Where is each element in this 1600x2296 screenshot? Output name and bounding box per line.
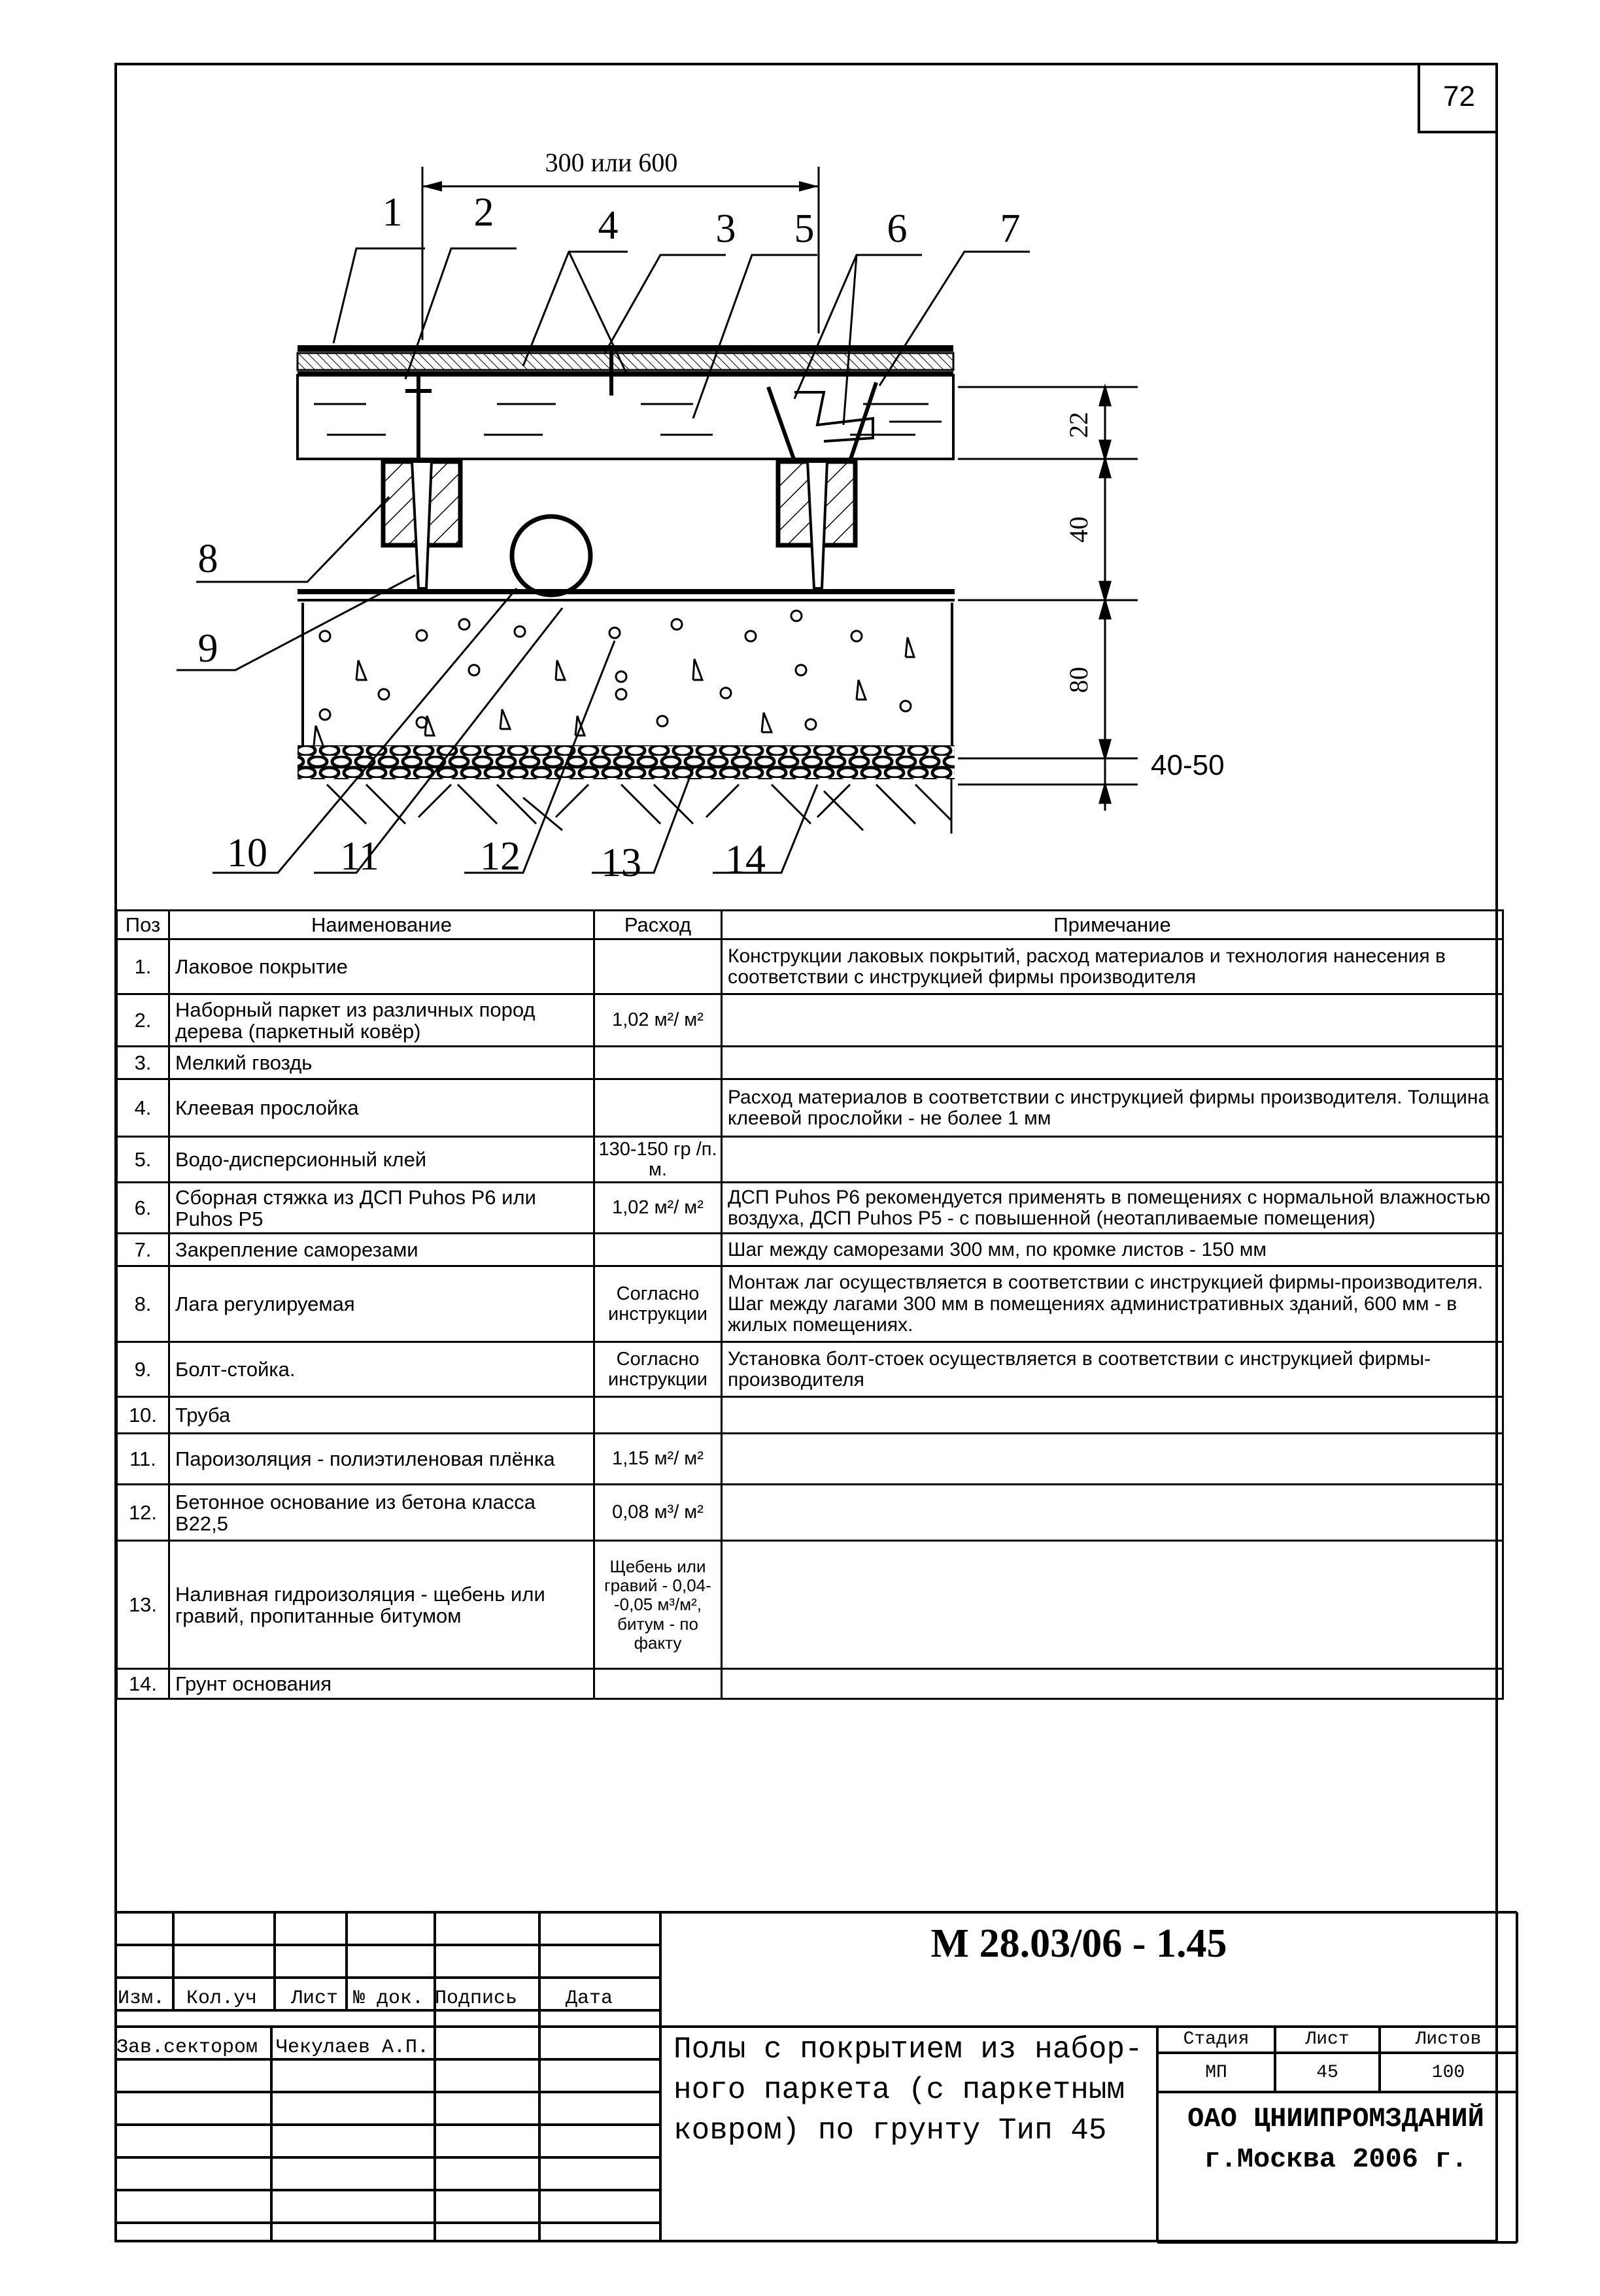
row-name: Наборный паркет из различных пород дерева (паркетный ковёр): [169, 994, 594, 1047]
row-name: Лага регулируемая: [169, 1266, 594, 1342]
table-row: [117, 1541, 1503, 1669]
row-name: Мелкий гвоздь: [169, 1047, 594, 1079]
row-note: [722, 1669, 1503, 1699]
table-row: [117, 1047, 1503, 1079]
row-rate: [594, 1047, 722, 1079]
row-name: Труба: [169, 1397, 594, 1434]
floor-section-diagram: [0, 0, 1600, 909]
row-pos: 13.: [117, 1541, 169, 1669]
row-pos: 4.: [117, 1079, 169, 1137]
stage-value: МП: [1205, 2063, 1227, 2083]
row-note: Конструкции лаковых покрытий, расход материалов и технология нанесения в соответствии с инструкцией фирмы производителя: [722, 939, 1503, 994]
stage-label: Стадия: [1183, 2029, 1250, 2050]
row-note: [722, 1434, 1503, 1485]
page-number: 72: [1418, 63, 1498, 133]
dimension-span: [422, 148, 819, 340]
row-name: Закрепление саморезами: [169, 1234, 594, 1266]
sheets-label: Листов: [1415, 2029, 1482, 2050]
row-note: Установка болт-стоек осуществляется в соответствии с инструкцией фирмы-производителя: [722, 1342, 1503, 1397]
row-name: Наливная гидроизоляция - щебень или гравий, пропитанные битумом: [169, 1541, 594, 1669]
row-rate: 1,02 м²/ м²: [594, 994, 722, 1047]
callout-10: 10: [227, 831, 267, 875]
row-name: Болт-стойка.: [169, 1342, 594, 1397]
callout-3: 3: [715, 207, 736, 251]
row-name: Водо-дисперсионный клей: [169, 1137, 594, 1183]
row-rate: [594, 939, 722, 994]
row-name: Лаковое покрытие: [169, 939, 594, 994]
dim-40-label: 40: [1064, 516, 1093, 543]
table-row: [117, 1266, 1503, 1342]
callout-7: 7: [1000, 207, 1021, 251]
row-pos: 2.: [117, 994, 169, 1047]
row-note: [722, 1397, 1503, 1434]
person-name: Чекулаев А.П.: [276, 2036, 430, 2059]
row-note: [722, 1137, 1503, 1183]
title-line-3: ковром) по грунту Тип 45: [673, 2114, 1107, 2148]
row-rate: 130-150 гр /п. м.: [594, 1137, 722, 1183]
col-list-label: Лист: [291, 1987, 339, 2010]
table-row: [117, 994, 1503, 1047]
row-rate: Согласно инструкции: [594, 1266, 722, 1342]
table-row: [117, 1137, 1503, 1183]
document-number: М 28.03/06 - 1.45: [930, 1921, 1227, 1966]
floor-layers: [298, 345, 955, 834]
row-note: [722, 1485, 1503, 1541]
table-row: [117, 1234, 1503, 1266]
row-note: [722, 994, 1503, 1047]
callout-4: 4: [598, 203, 619, 248]
row-note: Монтаж лаг осуществляется в соответствии с инструкцией фирмы-производителя. Шаг между лагами 300 мм в помещениях административных зданий, 600 мм - в жилых помещениях.: [722, 1266, 1503, 1342]
col-header-rate: Расход: [594, 911, 722, 939]
callout-5: 5: [794, 207, 815, 251]
table-row: [117, 1434, 1503, 1485]
row-pos: 11.: [117, 1434, 169, 1485]
row-note: Расход материалов в соответствии с инструкцией фирмы производителя. Толщина клеевой прослойки - не более 1 мм: [722, 1079, 1503, 1137]
sheet-value: 45: [1316, 2063, 1338, 2083]
callout-6: 6: [887, 207, 908, 251]
row-pos: 8.: [117, 1266, 169, 1342]
table-row: [117, 1669, 1503, 1699]
specification-table: [116, 909, 1504, 1700]
col-date-label: Дата: [566, 1987, 613, 2010]
row-name: Бетонное основание из бетона класса В22,5: [169, 1485, 594, 1541]
table-row: [117, 1485, 1503, 1541]
callout-2: 2: [473, 190, 494, 235]
row-pos: 3.: [117, 1047, 169, 1079]
row-name: Клеевая прослойка: [169, 1079, 594, 1137]
row-note: [722, 1541, 1503, 1669]
row-pos: 12.: [117, 1485, 169, 1541]
col-izm-label: Изм.: [118, 1987, 165, 2010]
row-pos: 14.: [117, 1669, 169, 1699]
row-rate: [594, 1234, 722, 1266]
row-note: Шаг между саморезами 300 мм, по кромке листов - 150 мм: [722, 1234, 1503, 1266]
vertical-dimensions: [958, 387, 1138, 811]
row-rate: 1,15 м²/ м²: [594, 1434, 722, 1485]
col-doc-label: № док.: [353, 1987, 424, 2010]
row-note: [722, 1047, 1503, 1079]
table-row: [117, 1183, 1503, 1234]
dim-22-label: 22: [1064, 412, 1093, 438]
row-rate: 1,02 м²/ м²: [594, 1183, 722, 1234]
col-sign-label: Подпись: [435, 1987, 518, 2010]
callout-12: 12: [480, 834, 520, 879]
sheets-value: 100: [1431, 2063, 1465, 2083]
row-rate: [594, 1669, 722, 1699]
org-line-1: ОАО ЦНИИПРОМЗДАНИЙ: [1187, 2103, 1484, 2135]
callout-9: 9: [197, 626, 218, 671]
table-row: [117, 1342, 1503, 1397]
row-name: Сборная стяжка из ДСП Puhos P6 или Puhos P5: [169, 1183, 594, 1234]
row-note: ДСП Puhos P6 рекомендуется применять в помещениях с нормальной влажностью воздуха, ДСП Puhos P5 - с повышенной (неотапливаемые помещения): [722, 1183, 1503, 1234]
row-name: Пароизоляция - полиэтиленовая плёнка: [169, 1434, 594, 1485]
row-pos: 10.: [117, 1397, 169, 1434]
row-pos: 7.: [117, 1234, 169, 1266]
callout-11: 11: [340, 834, 379, 879]
row-pos: 5.: [117, 1137, 169, 1183]
col-kol-label: Кол.уч: [186, 1987, 258, 2010]
table-row: [117, 1397, 1503, 1434]
row-name: Грунт основания: [169, 1669, 594, 1699]
dim-40-50-label: 40-50: [1151, 749, 1225, 781]
callout-13: 13: [601, 841, 641, 885]
organization: [1157, 2099, 1514, 2180]
title-line-1: Полы с покрытием из набор-: [673, 2033, 1143, 2067]
sheet-label: Лист: [1305, 2029, 1350, 2050]
callout-8: 8: [197, 537, 218, 581]
table-row: [117, 1079, 1503, 1137]
callout-14: 14: [725, 837, 766, 882]
row-rate: Щебень или гравий - 0,04--0,05 м³/м², битум - по факту: [594, 1541, 722, 1669]
col-header-pos: Поз: [117, 911, 169, 939]
row-rate: [594, 1079, 722, 1137]
row-pos: 9.: [117, 1342, 169, 1397]
col-header-note: Примечание: [722, 911, 1503, 939]
row-pos: 6.: [117, 1183, 169, 1234]
role-label: Зав.сектором: [116, 2036, 258, 2059]
table-row: [117, 939, 1503, 994]
callout-1: 1: [382, 190, 403, 235]
title-line-2: ного паркета (с паркетным: [673, 2073, 1125, 2107]
dimension-span-label: 300 или 600: [545, 148, 678, 177]
row-rate: 0,08 м³/ м²: [594, 1485, 722, 1541]
col-header-name: Наименование: [169, 911, 594, 939]
row-rate: [594, 1397, 722, 1434]
row-rate: Согласно инструкции: [594, 1342, 722, 1397]
drawing-title: [673, 2029, 1157, 2151]
dim-80-label: 80: [1064, 667, 1093, 693]
row-pos: 1.: [117, 939, 169, 994]
org-line-2: г.Москва 2006 г.: [1204, 2144, 1468, 2175]
